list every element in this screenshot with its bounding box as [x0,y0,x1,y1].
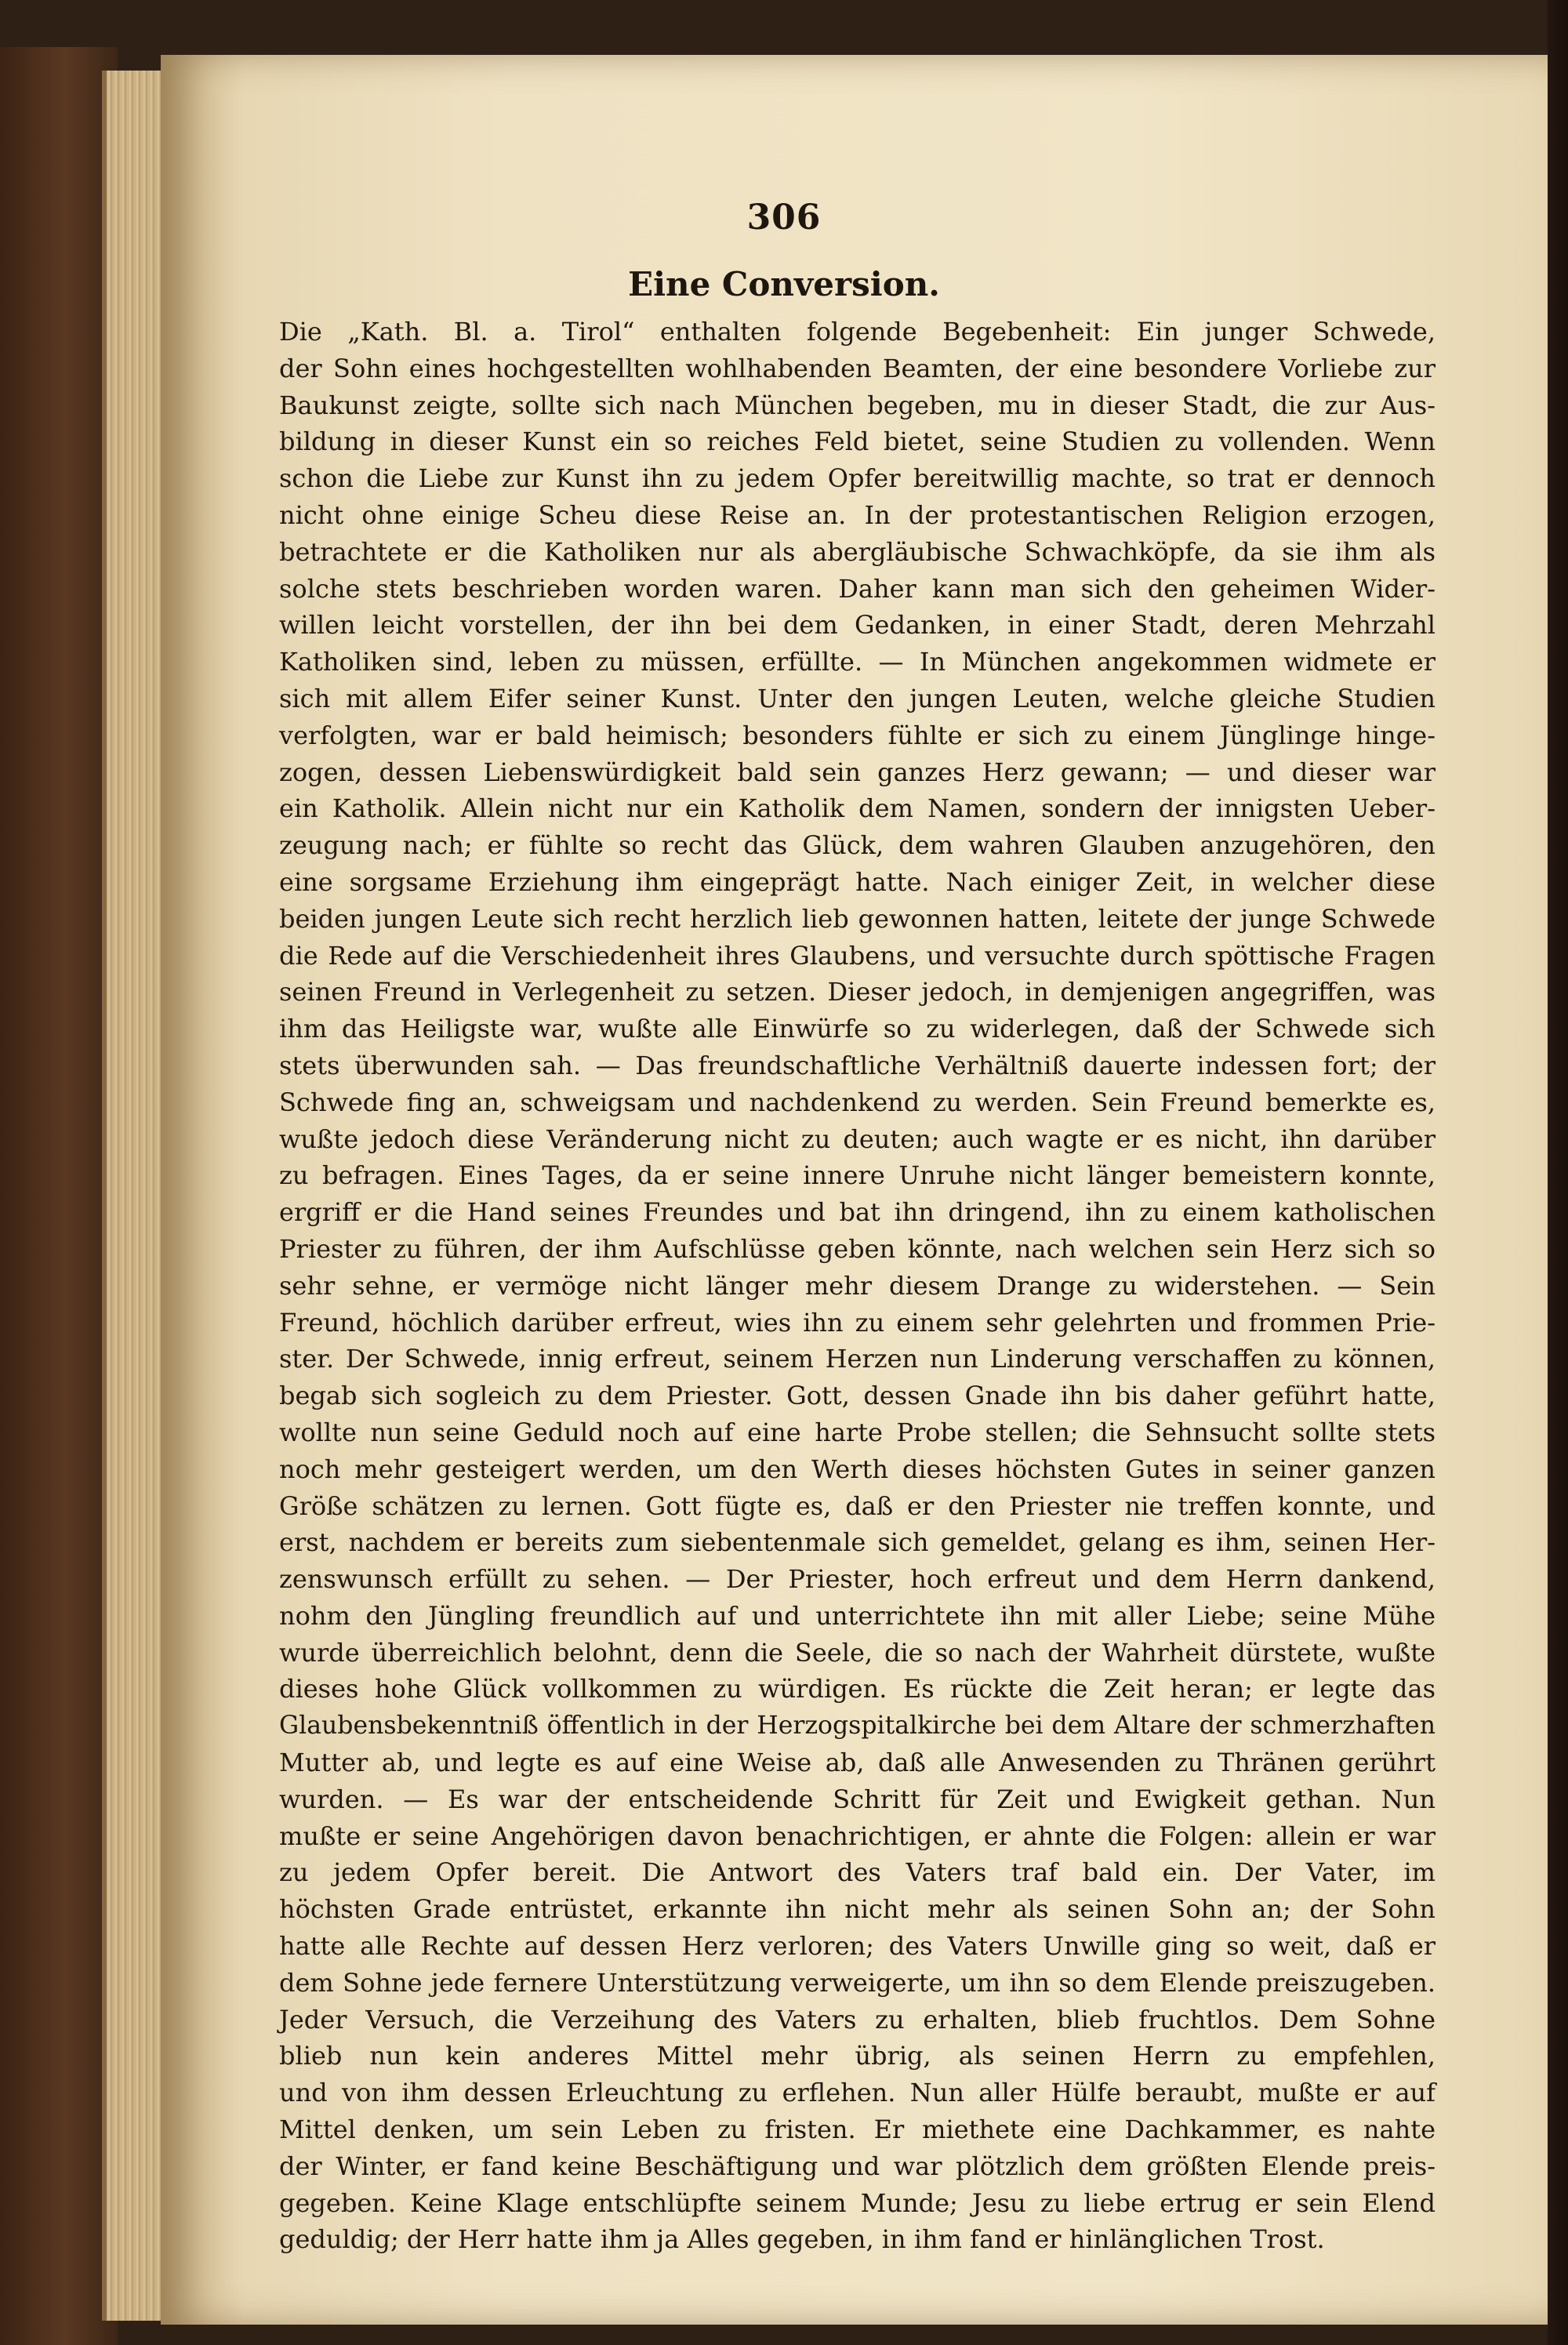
text-line: schon die Liebe zur Kunst ihn zu jedem Opfer bereitwillig machte, so trat er dennoch [279,463,1436,494]
text-line: gegeben. Keine Klage entschlüpfte seinem Munde; Jesu zu liebe ertrug er sein Elend [279,2187,1436,2218]
text-line: bildung in dieser Kunst ein so reiches Feld bietet, seine Studien zu vollenden. Wenn [279,427,1436,457]
page-number: 306 [746,198,822,238]
text-line: der Sohn eines hochgestellten wohlhabenden Beamten, der eine besondere Vorliebe zur [279,353,1436,383]
text-line: zeugung nach; er fühlte so recht das Glück, dem wahren Glauben anzugehören, den [279,830,1436,861]
text-line: geduldig; der Herr hatte ihm ja Alles gegeben, in ihm fand er hinlänglichen Trost. [279,2224,1325,2255]
text-line: zogen, dessen Liebenswürdigkeit bald sein ganzes Herz gewann; — und dieser war [279,757,1436,787]
text-line: erst, nachdem er bereits zum siebentenmale sich gemeldet, gelang es ihm, seinen Her- [279,1527,1436,1558]
text-line: blieb nun kein anderes Mittel mehr übrig, als seinen Herrn zu empfehlen, [279,2041,1436,2071]
text-line: Freund, höchlich darüber erfreut, wies ihn zu einem sehr gelehrten und frommen Prie- [279,1307,1436,1338]
book-cover-left [0,47,118,2345]
text-line: Glaubensbekenntniß öffentlich in der Herzogspitalkirche bei dem Altare der schmerzhaften [279,1712,1436,1741]
text-line: beiden jungen Leute sich recht herzlich lieb gewonnen hatten, leitete der junge Schwede [279,903,1436,934]
text-line: willen leicht vorstellen, der ihn bei dem Gedanken, in einer Stadt, deren Mehrzahl [279,610,1436,641]
text-line: betrachtete er die Katholiken nur als abergläubische Schwachköpfe, da sie ihm als [279,536,1436,567]
book-cover-right [1548,0,1568,2345]
text-line: Katholiken sind, leben zu müssen, erfüllte. — In München angekommen widmete er [279,647,1436,677]
text-line: noch mehr gesteigert werden, um den Werth dieses höchsten Gutes in seiner ganzen [279,1454,1436,1484]
text-line: nicht ohne einige Scheu diese Reise an. In der protestantischen Religion erzogen, [279,499,1436,530]
text-line: stets überwunden sah. — Das freundschaftliche Verhältniß dauerte indessen fort; der [279,1050,1436,1080]
text-line: zu jedem Opfer bereit. Die Antwort des Vaters traf bald ein. Der Vater, im [279,1857,1436,1888]
text-line: sehr sehne, er vermöge nicht länger mehr diesem Drange zu widerstehen. — Sein [279,1270,1436,1301]
text-line: wurden. — Es war der entscheidende Schritt für Zeit und Ewigkeit gethan. Nun [279,1784,1436,1814]
text-line: dieses hohe Glück vollkommen zu würdigen. Es rückte die Zeit heran; er legte das [279,1674,1436,1704]
text-line: nohm den Jüngling freundlich auf und unterrichtete ihn mit aller Liebe; seine Mühe [279,1600,1436,1631]
text-line: hatte alle Rechte auf dessen Herz verloren; des Vaters Unwille ging so weit, daß er [279,1931,1436,1962]
text-line: mußte er seine Angehörigen davon benachrichtigen, er ahnte die Folgen: allein er war [279,1820,1436,1851]
text-line: zu befragen. Eines Tages, da er seine innere Unruhe nicht länger bemeistern konnte, [279,1160,1436,1191]
text-line: und von ihm dessen Erleuchtung zu erflehen. Nun aller Hülfe beraubt, mußte er auf [279,2078,1436,2108]
text-line: eine sorgsame Erziehung ihm eingeprägt hatte. Nach einiger Zeit, in welcher diese [279,866,1436,897]
text-line: Priester zu führen, der ihm Aufschlüsse geben könnte, nach welchen sein Herz sich so [279,1233,1436,1264]
text-line: sich mit allem Eifer seiner Kunst. Unter den jungen Leuten, welche gleiche Studien [279,683,1436,713]
text-line: solche stets beschrieben worden waren. Daher kann man sich den geheimen Wider- [279,573,1436,604]
text-line: ihm das Heiligste war, wußte alle Einwürfe so zu widerlegen, daß der Schwede sich [279,1014,1436,1044]
text-line: Mutter ab, und legte es auf eine Weise ab, daß alle Anwesenden zu Thränen gerührt [279,1748,1436,1778]
text-line: ster. Der Schwede, innig erfreut, seinem Herzen nun Linderung verschaffen zu können, [279,1344,1436,1374]
text-line: Mittel denken, um sein Leben zu fristen. Er miethete eine Dachkammer, es nahte [279,2114,1436,2145]
text-line: Jeder Versuch, die Verzeihung des Vaters zu erhalten, blieb fruchtlos. Dem Sohne [279,2004,1436,2035]
text-line: höchsten Grade entrüstet, erkannte ihn nicht mehr als seinen Sohn an; der Sohn [279,1894,1436,1925]
article-heading: Eine Conversion. [628,265,940,303]
text-line: Größe schätzen zu lernen. Gott fügte es, daß er den Priester nie treffen konnte, und [279,1490,1436,1521]
text-line: Baukunst zeigte, sollte sich nach München begeben, mu in dieser Stadt, die zur Aus- [279,390,1436,420]
text-line: wußte jedoch diese Veränderung nicht zu deuten; auch wagte er es nicht, ihn darüber [279,1123,1436,1154]
text-line: dem Sohne jede fernere Unterstützung verweigerte, um ihn so dem Elende preiszugeben. [279,1967,1436,1998]
text-line: verfolgten, war er bald heimisch; besonders fühlte er sich zu einem Jünglinge hinge- [279,720,1436,750]
text-line: Die „Kath. Bl. a. Tirol“ enthalten folgende Begebenheit: Ein junger Schwede, [279,317,1436,347]
text-line: die Rede auf die Verschiedenheit ihres Glaubens, und versuchte durch spöttische Fragen [279,940,1436,971]
text-line: wurde überreichlich belohnt, denn die Seele, die so nach der Wahrheit dürstete, wußte [279,1637,1436,1668]
article-body [279,314,1436,2258]
text-line: seinen Freund in Verlegenheit zu setzen. Dieser jedoch, in demjenigen angegriffen, was [279,977,1436,1007]
text-line: ein Katholik. Allein nicht nur ein Katholik dem Namen, sondern der innigsten Ueber- [279,793,1436,824]
text-line: ergriff er die Hand seines Freundes und bat ihn dringend, ihn zu einem katholischen [279,1197,1436,1228]
text-line: zenswunsch erfüllt zu sehen. — Der Priester, hoch erfreut und dem Herrn dankend, [279,1564,1436,1595]
text-line: Schwede fing an, schweigsam und nachdenkend zu werden. Sein Freund bemerkte es, [279,1087,1436,1117]
text-line: begab sich sogleich zu dem Priester. Gott, dessen Gnade ihn bis daher geführt hatte, [279,1381,1436,1411]
text-line: der Winter, er fand keine Beschäftigung und war plötzlich dem größten Elende preis- [279,2151,1436,2181]
text-line: wollte nun seine Geduld noch auf eine harte Probe stellen; die Sehnsucht sollte stets [279,1417,1436,1447]
